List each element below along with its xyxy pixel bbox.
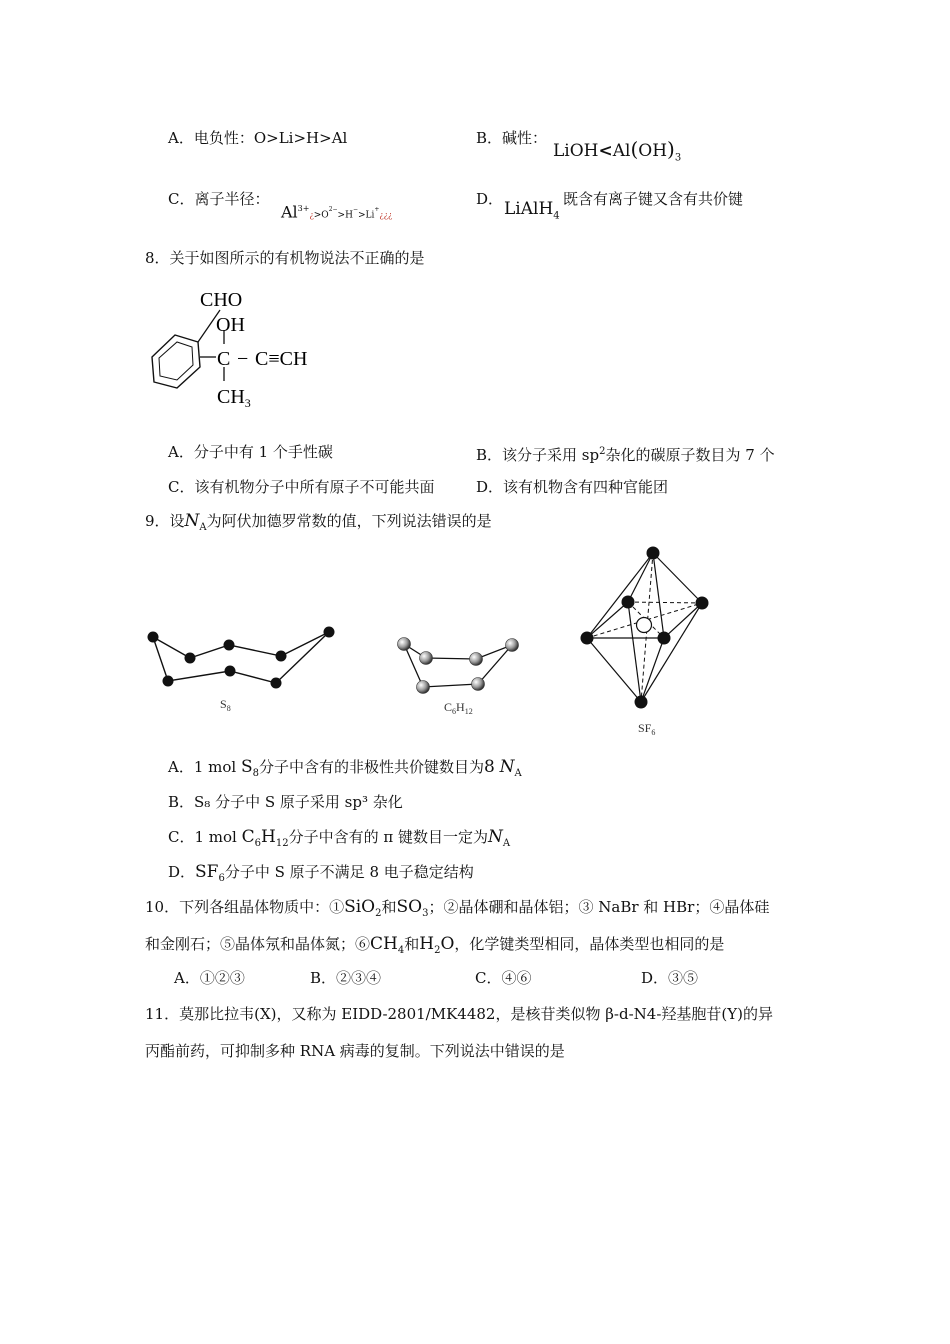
s-atom [163, 676, 174, 687]
s-center-atom [637, 618, 652, 633]
c-label: C [217, 348, 231, 370]
q11-line1: 11．莫那比拉韦(X)，又称为 EIDD-2801/MK4482，是核苷类似物 β-d-N4-羟基胞苷(Y)的异 [145, 1005, 774, 1023]
f-atom [658, 632, 671, 645]
c6h12-molecule-diagram [390, 632, 530, 722]
s-atom [185, 653, 196, 664]
q10-line1: 10．下列各组晶体物质中：①SiO$_2$和$SO_3$；②晶体硼和晶体铝；③ NaBr 和 HBr；④晶体硅 [145, 897, 770, 919]
s-atom [148, 632, 159, 643]
q8-option-c: C．该有机物分子中所有原子不可能共面 [168, 478, 435, 496]
c-atom [470, 653, 483, 666]
q10-option-a: A．①②③ [174, 969, 245, 987]
s-atom [276, 651, 287, 662]
s-atom [271, 678, 282, 689]
oh-label: OH [216, 314, 245, 336]
q7-c-formula: $Al^{3+}¿>O^{2-}>H^->Li^+¿¿¿$ [281, 202, 393, 222]
s8-label: $S_8$ [220, 697, 231, 713]
c-atom [417, 681, 430, 694]
q8-structure-diagram [140, 282, 340, 412]
q7-option-c: C．离子半径： [168, 190, 270, 208]
q9-option-c: C．1 mol $C_6H_{12}$分子中含有的 π 键数目一定为$N_A$ [168, 827, 511, 849]
s-atom [324, 627, 335, 638]
ch3-label: $CH_3$ [217, 386, 251, 410]
q10-option-c: C．④⑥ [475, 969, 532, 987]
q8-option-b: B．该分子采用 $sp^2$杂化的碳原子数目为 7 个 [476, 446, 775, 464]
q10-option-b: B．②③④ [310, 969, 382, 987]
c-atom [398, 638, 411, 651]
q7-option-a: A．电负性：O>Li>H>Al [168, 129, 348, 147]
cho-label: CHO [200, 289, 243, 311]
c-atom [472, 678, 485, 691]
f-atom [647, 547, 660, 560]
q8-option-a: A．分子中有 1 个手性碳 [168, 443, 333, 461]
q7-d-formula: LiAlH$_4$ [504, 199, 560, 222]
alkyne-label: C≡CH [255, 348, 308, 370]
q7-option-b: B．碱性： [476, 129, 548, 147]
s8-molecule-diagram [140, 620, 350, 720]
s-atom [224, 640, 235, 651]
c-atom [420, 652, 433, 665]
c6h12-label: $C_6H_{12}$ [444, 700, 473, 716]
q7-b-formula: $LiOH<Al(OH)_3$ [553, 137, 682, 164]
f-atom [696, 597, 709, 610]
q10-line2: 和金刚石；⑤晶体氖和晶体氮；$⑥CH_4$和$H_2O$，化学键类型相同，晶体类型也相同的是 [145, 934, 725, 956]
q8-stem: 8．关于如图所示的有机物说法不正确的是 [145, 249, 425, 267]
f-atom [635, 696, 648, 709]
f-atom [581, 632, 594, 645]
sf6-label: $SF_6$ [638, 721, 656, 737]
q9-option-a: A．1 mol $S_8$分子中含有的非极性共价键数目为8 $N_A$ [168, 757, 522, 779]
sf6-molecule-diagram [570, 540, 730, 740]
q11-line2: 丙酯前药，可抑制多种 RNA 病毒的复制。下列说法中错误的是 [145, 1042, 565, 1060]
q7-d-text: 既含有离子键又含有共价键 [563, 190, 744, 208]
q8-option-d: D．该有机物含有四种官能团 [476, 478, 669, 496]
q7-option-d-label: D． [476, 190, 504, 208]
c-atom [506, 639, 519, 652]
q10-option-d: D．③⑤ [641, 969, 699, 987]
q9-option-d: D．$SF_6$分子中 S 原子不满足 8 电子稳定结构 [168, 862, 474, 884]
q9-stem: 9．设$N_A$为阿伏加德罗常数的值，下列说法错误的是 [145, 511, 492, 533]
benzene-inner-ring [159, 342, 193, 380]
f-atom [622, 596, 635, 609]
dash-label: − [237, 348, 249, 370]
q9-option-b: B．S₈ 分子中 S 原子采用 sp³ 杂化 [168, 793, 403, 811]
s-atom [225, 666, 236, 677]
